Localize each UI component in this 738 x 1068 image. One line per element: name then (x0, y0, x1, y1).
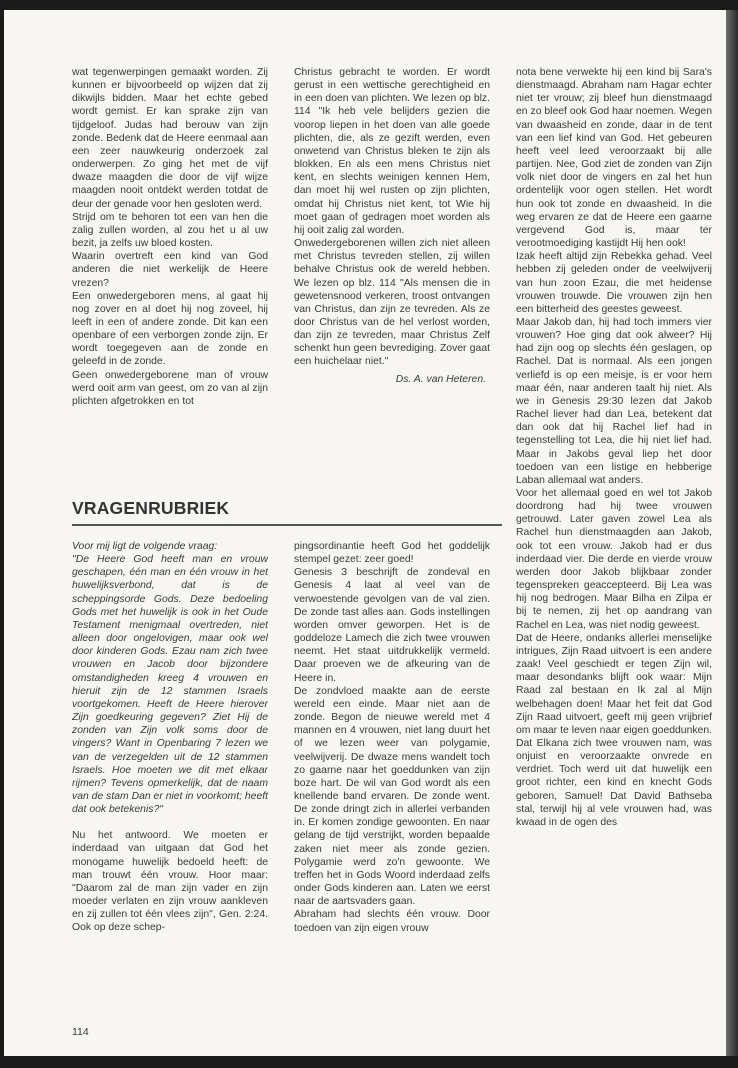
page-edge-shadow (726, 10, 738, 1056)
paragraph: Abraham had slechts één vrouw. Door toedoen van zijn eigen vrouw (294, 909, 490, 934)
paragraph: De zondvloed maakte aan de eerste wereld een einde. Maar niet aan de zonde. Begon de nieuwe wereld met 4 mannen en 4 vrouwen, niet lang duurt het of we lezen weer van polygamie, veelwijverij. De dwaze mens wandelt toch zo gaarne naar het goeddunken van zijn boze hart. De wil van God wordt als een knellende band ervaren. De zonde went. De zonde dringt zich in allerlei verbanden in. Er komen zondige gewoonten. En naar gelang de tijd verstrijkt, worden bepaalde zaken niet meer als zonde gezien. Polygamie werd zo'n gewoonte. We treffen het in Gods Woord inderdaad zelfs onder Gods kinderen aan. Laten we eerst naar de aartsvaders gaan. (294, 685, 490, 908)
article-column-1 (72, 66, 268, 408)
page-number: 114 (72, 1026, 89, 1038)
question-column (72, 540, 268, 935)
magazine-page (4, 10, 728, 1056)
paragraph: Een onwedergeboren mens, al gaat hij nog zover en al doet hij nog zoveel, hij leeft in een of andere zonde. Dit kan een openbare of een verborgen zonde zijn. Er wordt toegegeven aan de zonde en geleefd in de zonde. (72, 290, 268, 368)
article-column-2 (294, 66, 490, 386)
paragraph: wat tegenwerpingen gemaakt worden. Zij kunnen er bijvoorbeeld op wijzen dat zij dikwijls bidden. Maar het echte gebed wordt gemist. Er kan sprake zijn van tijdgeloof. Judas had berouw van zijn zonde. Bedenk dat de Heere eenmaal aan een zeer nauwkeurig onderzoek zal onderwerpen. Zo ging het met de vijf dwaze maagden die door de vijf wijze maagden nooit ontdekt werden totdat de deur der genade voor hen gesloten werd. (72, 67, 268, 210)
paragraph: Onwedergeborenen willen zich niet alleen met Christus tevreden stellen, zij willen behalve Christus ook de wereld hebben. We lezen op blz. 114 "Als mensen die in gewetensnood verkeren, troost ontvangen van Christus, dan zijn ze tevreden. Als ze door Christus van de hel verlost worden, dan zijn ze tevreden, maar Christus Zelf schenkt hun geen bevrediging. Zover gaat een huichelaar niet." (294, 238, 490, 368)
paragraph: nota bene verwekte hij een kind bij Sara's dienstmaagd. Abraham nam Hagar echter niet ter vrouw; zij bleef hun dienstmaagd en zo bleef ook God haar noemen. Wegen van dwaasheid en zonde, daar in de tent van een lief kind van God. Het gebeuren heeft veel leed veroorzaakt bij alle partijen. Nee, God ziet de zonden van Zijn volk niet door de vingers en zal het hun ordentelijk voor ogen stellen. Het wordt hun ook tot zonde en dwaasheid. In die weg ervaren ze dat de Heere een gaarne vergevend God is, maar ter verootmoediging kastijdt Hij hen ook! (516, 67, 712, 250)
section-heading: VRAGENRUBRIEK (72, 498, 502, 526)
author-signature: Ds. A. van Heteren. (395, 373, 486, 385)
paragraph: pingsordinantie heeft God het goddelijk stempel gezet: zeer goed! (294, 541, 490, 566)
article-column-3 (516, 66, 712, 829)
question-text: "De Heere God heeft man en vrouw geschapen, één man en één vrouw in het huwelijksverbond, dat is de scheppingsorde Gods. Deze bedoeling Gods met het huwelijk is ook in het Oude Testament menigmaal overtreden, niet alleen door ongelovigen, maar ook wel door kinderen Gods. Ezau nam zich twee vrouwen en Jacob door bijzondere omstandigheden kreeg 4 vrouwen en hieruit zijn de 12 stammen Israels voortgekomen. Heeft de Heere hierover Zijn goedkeuring gegeven? Ziet Hij de zonden van Zijn volk soms door de vingers? Want in Openbaring 7 lezen we van de verzegelden uit de 12 stammen Israels. Hoe moeten we dit met elkaar rijmen? Tevens opmerkelijk, dat de naam van de stam Dan er niet in voorkomt; heeft dat ook betekenis?" (72, 554, 268, 816)
paragraph: Strijd om te behoren tot een van hen die zalig zullen worden, al zou het u al uw bezit, ja zelfs uw bloed kosten. (72, 211, 268, 250)
paragraph: Voor het allemaal goed en wel tot Jakob doordrong had hij twee vrouwen getrouwd. Later gaven zowel Lea als Rachel hun dienstmaagden aan Jakob, ook tot een vrouw. Jakob had er dus inderdaad vier. Die derde en vierde vrouw werden door Jakob blijkbaar zonder tegenspreken geaccepteerd. Bij Lea was hij nog bedrogen. Maar Bilha en Zilpa er bij te nemen, zij het op aandrang van Rachel en Lea, was niet nodig geweest. (516, 488, 712, 631)
answer-column (294, 540, 490, 935)
paragraph: Waarin overtreft een kind van God anderen die niet werkelijk de Heere vrezen? (72, 251, 268, 289)
paragraph: Geen onwedergeborene man of vrouw werd ooit arm van geest, om zo van al zijn plichten afgetrokken en tot (72, 369, 268, 407)
answer-start: Nu het antwoord. We moeten er inderdaad van uitgaan dat God het monogame huwelijk bedoeld heeft: de man trouwt één vrouw. Hoor maar: "Daarom zal de man zijn vader en zijn moeder verlaten en zijn vrouw aankleven en zij zullen tot één vlees zijn", Gen. 2:24. Ook op deze schep- (72, 830, 268, 934)
paragraph: Dat de Heere, ondanks allerlei menselijke intrigues, Zijn Raad uitvoert is een andere zaak! Veel geschiedt er tegen Zijn wil, maar desondanks blijft ook waar: Mijn Raad zal bestaan en Ik zal al Mijn welbehagen doen! Maar het feit dat God Zijn Raad uitvoert, geeft mij geen vrijbrief om maar te leven naar eigen goeddunken. Dat Elkana zich twee vrouwen nam, was onjuist en veroorzaakte onvrede en verdriet. Toch werd uit dat huwelijk een groot richter, een kind en knecht Gods geboren, Samuel! Dat David Bathseba stal, terwijl hij al vele vrouwen had, was kwaad in de ogen des (516, 632, 712, 828)
paragraph: Genesis 3 beschrijft de zondeval en Genesis 4 laat al veel van de verwoestende gevolgen van de val zien. De zonde tast alles aan. Gods instellingen worden omver geworpen. Het is de goddeloze Lamech die zich twee vrouwen neemt. Het staat uitdrukkelijk vermeld. Daar proeven we de afkeuring van de Heere in. (294, 567, 490, 684)
question-intro: Voor mij ligt de volgende vraag: (72, 541, 218, 552)
paragraph: Christus gebracht te worden. Er wordt gerust in een wettische gerechtigheid en in een doen van plichten. We lezen op blz. 114 "Ik heb vele belijders gezien die voorop liepen in het doen van alle goede plichten, die, als ze gezift werden, even onwetend van Christus bleken te zijn als blokken. En als een mens Christus niet kent, en slechts weinigen kennen Hem, dan moet hij wel rusten op zijn plichten, omdat hij Christus niet kent, tot Wie hij moet gaan of gedragen moet worden als hij ooit zalig zal worden. (294, 67, 490, 236)
paragraph: Izak heeft altijd zijn Rebekka gehad. Veel hebben zij geleden onder de veelwijverij van hun zoon Ezau, die met heidense vrouwen trouwde. Die vrouwen zijn hen een bitterheid des geestes geweest. (516, 251, 712, 315)
paragraph: Maar Jakob dan, hij had toch immers vier vrouwen? Hoe ging dat ook alweer? Hij had zijn oog op slechts één geslagen, op Rachel. Dat is normaal. Als een jongen verliefd is op een meisje, is er voor hem maar één, naar anderen taalt hij niet. Als we in Genesis 29:30 lezen dat Jakob Rachel liever had dan Lea, betekent dat dan ook dat hij Rachel lief had in tegenstelling tot Lea, die hij niet lief had. Maar in Jakobs geval liep het door toedoen van een listige en hebberige Laban allemaal wat anders. (516, 316, 712, 486)
